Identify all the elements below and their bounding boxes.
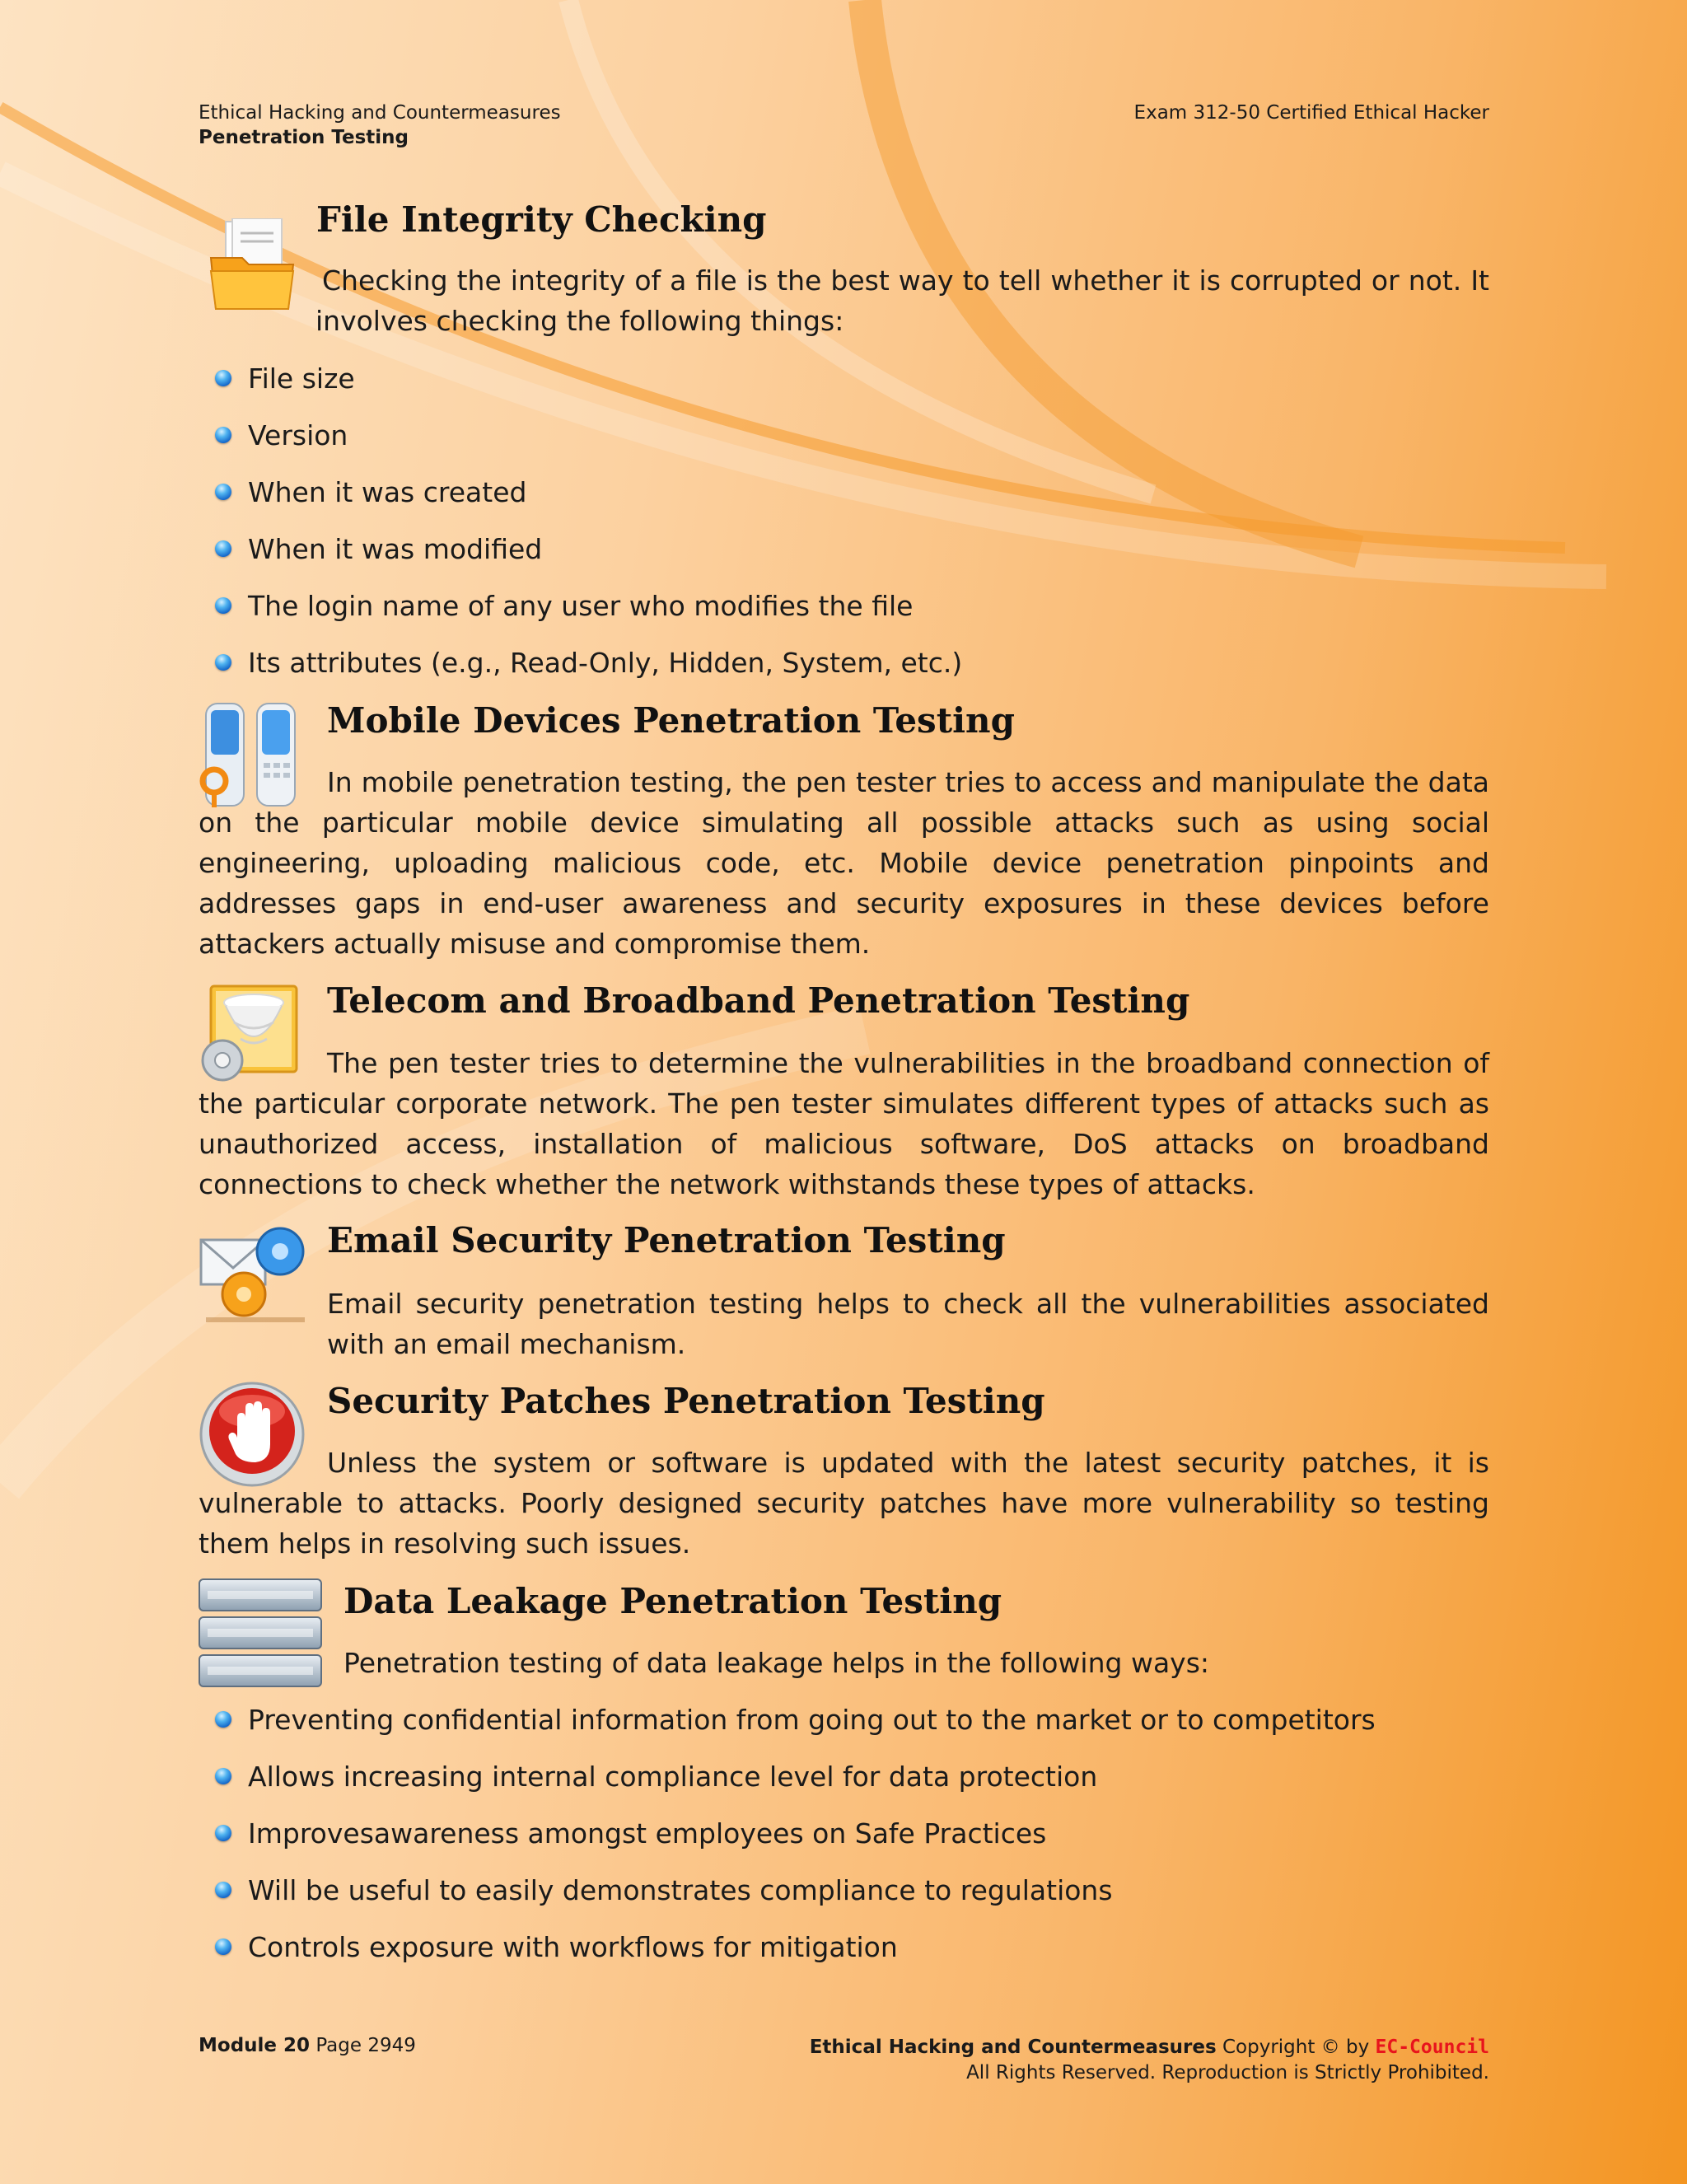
- section-title-patches: Security Patches Penetration Testing: [327, 1381, 1045, 1421]
- list-item: Its attributes (e.g., Read-Only, Hidden, System, etc.): [248, 647, 1484, 704]
- bullet-icon: [215, 540, 231, 557]
- file-integrity-list: [248, 362, 1484, 704]
- rights-notice: All Rights Reserved. Reproduction is Strictly Prohibited.: [966, 2062, 1489, 2083]
- bullet-icon: [215, 1825, 231, 1841]
- bullet-icon: [215, 1711, 231, 1728]
- exam-title: Exam 312-50 Certified Ethical Hacker: [1133, 102, 1489, 124]
- bullet-icon: [215, 1938, 231, 1955]
- list-item: Improvesawareness amongst employees on Safe Practices: [248, 1817, 1484, 1874]
- list-item: Allows increasing internal compliance level for data protection: [248, 1761, 1484, 1817]
- module-label: Module 20: [199, 2035, 311, 2056]
- bullet-icon: [215, 597, 231, 614]
- bullet-icon: [215, 1768, 231, 1784]
- list-item: File size: [248, 362, 1484, 419]
- list-item: The login name of any user who modifies the file: [248, 590, 1484, 647]
- module-title: Penetration Testing: [199, 127, 409, 148]
- running-header-left: [199, 101, 561, 150]
- data-leakage-intro: Penetration testing of data leakage helps in the following ways:: [343, 1647, 1210, 1679]
- email-paragraph: Email security penetration testing helps to check all the vulnerabilities associated with an email mechanism.: [327, 1288, 1489, 1360]
- bullet-icon: [215, 427, 231, 443]
- telecom-paragraph: The pen tester tries to determine the vulnerabilities in the broadband connection of the particular corporate network. The pen tester simulates different types of attacks such as unauthorized access, installation of malicious software, DoS attacks on broadband connections to check whether the network withstands these types of attacks.: [199, 1047, 1489, 1200]
- page-footer-left: [199, 2035, 416, 2056]
- file-integrity-intro: Checking the integrity of a file is the best way to tell whether it is corrupted or not. It involves checking the following things:: [315, 264, 1489, 337]
- list-item: Will be useful to easily demonstrates compliance to regulations: [248, 1874, 1484, 1931]
- section-title-telecom: Telecom and Broadband Penetration Testing: [327, 980, 1190, 1021]
- database-stack-icon: [198, 1578, 323, 1689]
- list-item: Controls exposure with workflows for mitigation: [248, 1931, 1484, 1988]
- copyright-course: Ethical Hacking and Countermeasures: [809, 2037, 1217, 2058]
- bullet-icon: [215, 484, 231, 500]
- folder-icon: [208, 218, 298, 313]
- data-leakage-list: [248, 1704, 1484, 1988]
- bullet-icon: [215, 370, 231, 386]
- section-title-email: Email Security Penetration Testing: [327, 1220, 1006, 1260]
- list-item: When it was modified: [248, 533, 1484, 590]
- bullet-icon: [215, 1882, 231, 1898]
- list-item: Preventing confidential information from going out to the market or to competitors: [248, 1704, 1484, 1761]
- list-item: Version: [248, 419, 1484, 476]
- course-title: Ethical Hacking and Countermeasures: [199, 102, 561, 124]
- mobile-paragraph: In mobile penetration testing, the pen tester tries to access and manipulate the data on the particular mobile device simulating all possible attacks such as using social engineering, uploading malicious code, etc. Mobile device penetration pinpoints and addresses gaps in end-user awareness and security exposures in these devices before attackers actually misuse and compromise them.: [199, 766, 1489, 960]
- copyright-text: Copyright © by: [1222, 2037, 1370, 2058]
- patches-paragraph: Unless the system or software is updated with the latest security patches, it is vulnerable to attacks. Poorly designed security patches have more vulnerability so testing them helps in resolving such issues.: [199, 1447, 1489, 1560]
- section-title-file-integrity: File Integrity Checking: [316, 199, 767, 240]
- brand-logo: EC-Council: [1375, 2037, 1489, 2058]
- bullet-icon: [215, 654, 231, 671]
- section-title-data-leakage: Data Leakage Penetration Testing: [343, 1581, 1002, 1621]
- email-gears-icon: [198, 1223, 309, 1326]
- page-number: Page 2949: [315, 2035, 416, 2056]
- section-title-mobile: Mobile Devices Penetration Testing: [327, 700, 1015, 741]
- page-footer-right: [810, 2035, 1489, 2086]
- list-item: When it was created: [248, 476, 1484, 533]
